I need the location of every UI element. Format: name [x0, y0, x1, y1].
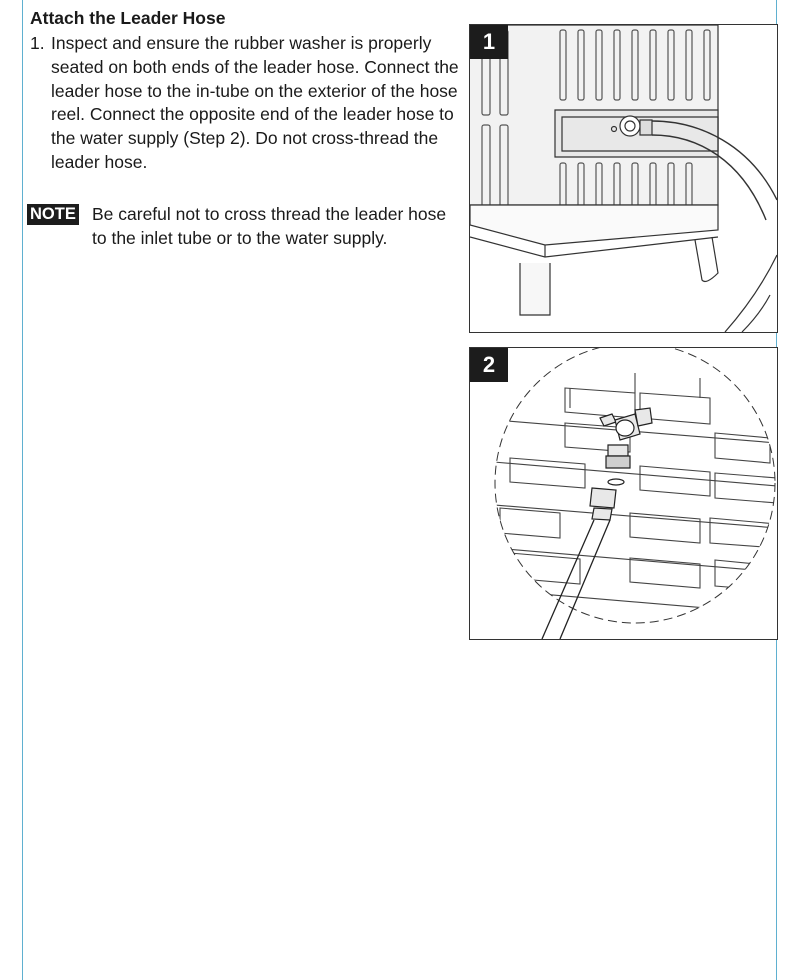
- figure-1-label: 1: [470, 25, 508, 59]
- note-badge: NOTE: [27, 204, 79, 225]
- figure-1: [469, 24, 778, 333]
- left-margin-rule: [22, 0, 23, 980]
- note: [27, 203, 457, 251]
- figure-2: [469, 347, 778, 640]
- hose-reel-illustration: [470, 25, 777, 332]
- step-number: 1.: [30, 33, 45, 53]
- spigot-illustration: [470, 348, 777, 639]
- step-1: [30, 32, 460, 175]
- section-title: Attach the Leader Hose: [30, 8, 226, 28]
- step-text: Inspect and ensure the rubber washer is properly seated on both ends of the leader hose. Connect the leader hose to the in-tube on the exterior of the hose reel. Connect the opposite end of the leader hose to the water supply (Step 2). Do not cross-thread the leader hose.: [51, 33, 459, 172]
- figure-2-label: 2: [470, 348, 508, 382]
- note-text: Be careful not to cross thread the leader hose to the inlet tube or to the water supply.: [92, 204, 447, 248]
